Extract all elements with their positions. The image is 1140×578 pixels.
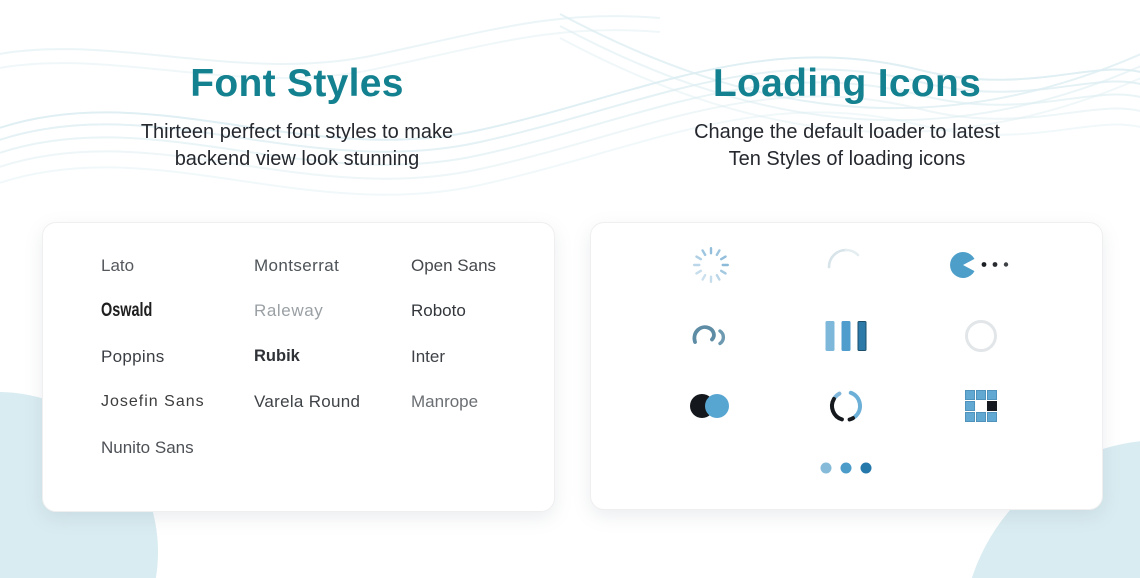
font-style-open-sans: Open Sans xyxy=(411,255,497,275)
font-subtitle-line1: Thirteen perfect font styles to make xyxy=(140,121,454,143)
three-dots-loader-icon xyxy=(821,463,872,474)
loader-section-header xyxy=(596,62,1098,173)
double-arc-spinner-icon xyxy=(687,318,735,354)
font-style-josefin-sans: Josefin Sans xyxy=(101,393,205,411)
font-styles-card xyxy=(42,222,555,512)
font-section-subtitle xyxy=(0,119,594,173)
dual-disc-blue xyxy=(705,394,729,418)
grid-squares-loader-icon xyxy=(965,390,997,422)
pacman-loader-icon xyxy=(949,250,1013,280)
ring-loader-icon xyxy=(965,320,997,352)
loader-subtitle-line2: Ten Styles of loading icons xyxy=(728,148,966,170)
spokes-spinner-icon xyxy=(689,243,733,287)
arc-spinner-icon xyxy=(823,244,869,290)
font-section-header xyxy=(0,62,594,173)
broken-ring-spinner-icon xyxy=(826,386,866,426)
font-style-varela-round: Varela Round xyxy=(254,392,361,412)
font-section-title: Font Styles xyxy=(190,62,404,105)
loading-icons-card xyxy=(590,222,1103,510)
font-style-inter: Inter xyxy=(411,346,446,366)
font-style-manrope: Manrope xyxy=(411,392,479,412)
font-subtitle-line2: backend view look stunning xyxy=(174,148,420,170)
loader-subtitle-line1: Change the default loader to latest xyxy=(694,121,1000,143)
font-style-roboto: Roboto xyxy=(411,301,466,321)
font-style-oswald: Oswald xyxy=(101,300,153,322)
font-style-rubik: Rubik xyxy=(254,347,300,366)
font-style-lato: Lato xyxy=(101,255,135,275)
loader-section-subtitle xyxy=(596,119,1098,173)
font-style-raleway: Raleway xyxy=(254,301,324,321)
dual-disc-loader-icon xyxy=(690,393,732,419)
font-style-montserrat: Montserrat xyxy=(254,255,340,275)
loader-section-title: Loading Icons xyxy=(712,62,982,105)
font-style-poppins: Poppins xyxy=(101,346,165,366)
bars-loader-icon xyxy=(826,321,867,351)
font-style-nunito-sans: Nunito Sans xyxy=(101,437,194,457)
font-list xyxy=(43,223,554,471)
